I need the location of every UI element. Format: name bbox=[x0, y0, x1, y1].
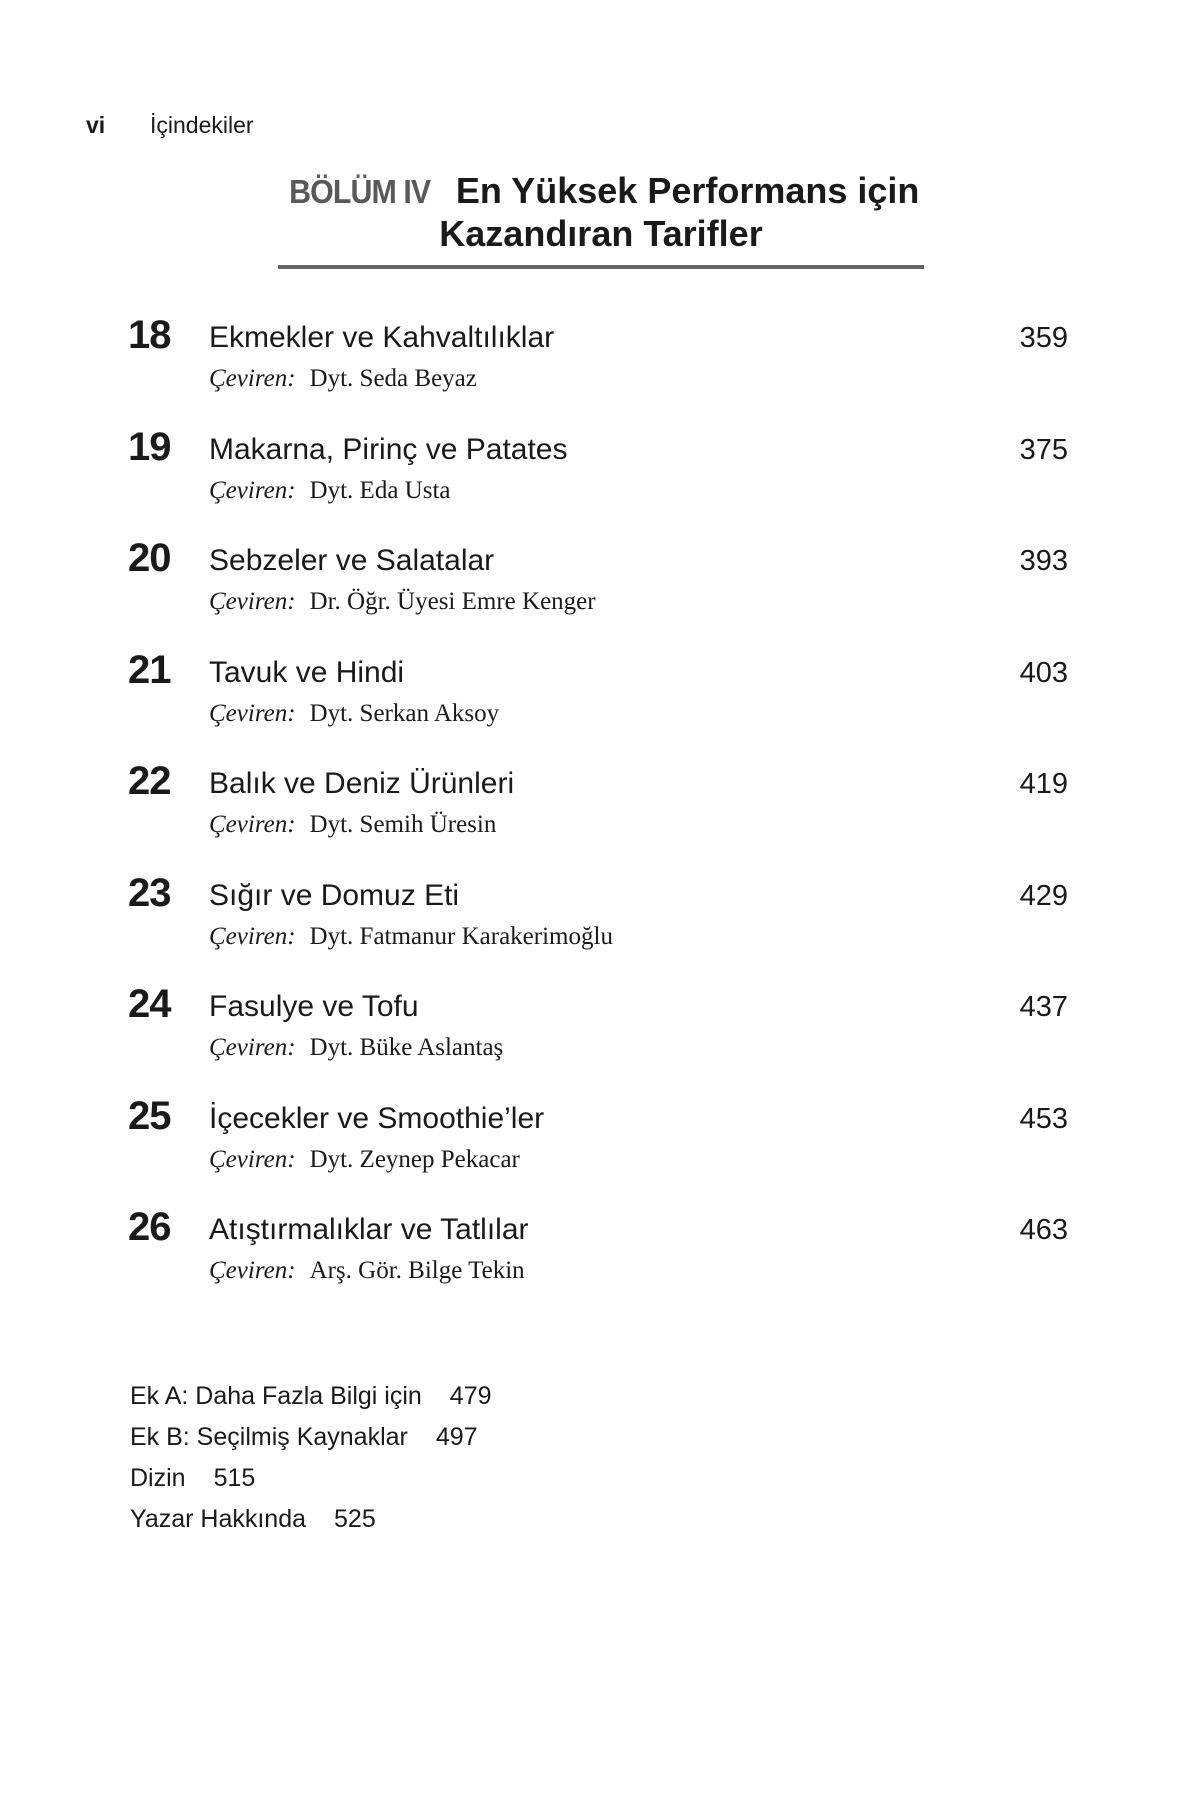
page-number: vi bbox=[86, 112, 106, 138]
appendix-item[interactable] bbox=[130, 1417, 492, 1458]
appendix-page: 479 bbox=[449, 1382, 492, 1410]
toc-entry[interactable] bbox=[128, 981, 1068, 1093]
toc-entry[interactable] bbox=[128, 870, 1068, 982]
toc-entry[interactable] bbox=[128, 535, 1068, 647]
chapter-title: Sığır ve Domuz Eti bbox=[209, 878, 460, 912]
chapter-title: Fasulye ve Tofu bbox=[209, 990, 419, 1023]
toc-entry[interactable] bbox=[128, 1093, 1068, 1205]
translator-label: Çeviren: bbox=[209, 699, 296, 727]
translator-name: Dyt. Fatmanur Karakerimoğlu bbox=[309, 922, 613, 950]
chapter-number: 21 bbox=[128, 647, 171, 692]
translator-label: Çeviren: bbox=[209, 922, 296, 950]
translator-line bbox=[209, 699, 499, 729]
chapter-page: 437 bbox=[1019, 991, 1068, 1023]
appendix-page: 515 bbox=[213, 1464, 256, 1492]
appendix-list bbox=[130, 1376, 492, 1540]
translator-line bbox=[209, 1145, 520, 1175]
chapter-number: 18 bbox=[128, 313, 171, 357]
toc-entry[interactable] bbox=[128, 1204, 1068, 1316]
table-of-contents bbox=[128, 312, 1068, 1316]
translator-line bbox=[209, 364, 477, 394]
translator-line bbox=[209, 1033, 503, 1063]
chapter-number: 23 bbox=[128, 870, 171, 915]
chapter-page: 375 bbox=[1019, 433, 1068, 466]
appendix-item[interactable] bbox=[130, 1376, 492, 1417]
chapter-title: Ekmekler ve Kahvaltılıklar bbox=[209, 321, 555, 354]
appendix-title: Ek A: Daha Fazla Bilgi için bbox=[130, 1382, 422, 1410]
chapter-page: 429 bbox=[1019, 879, 1068, 912]
appendix-title: Ek B: Seçilmiş Kaynaklar bbox=[130, 1423, 408, 1451]
chapter-page: 463 bbox=[1019, 1214, 1068, 1246]
chapter-title: Atıştırmalıklar ve Tatlılar bbox=[209, 1213, 529, 1246]
part-heading-line1 bbox=[278, 170, 924, 213]
translator-line bbox=[209, 476, 451, 506]
toc-entry[interactable] bbox=[128, 758, 1068, 870]
translator-label: Çeviren: bbox=[209, 1034, 296, 1061]
translator-line bbox=[209, 1256, 525, 1286]
appendix-item[interactable] bbox=[130, 1499, 492, 1540]
chapter-number: 20 bbox=[128, 536, 171, 580]
appendix-page: 497 bbox=[435, 1423, 478, 1451]
translator-name: Dr. Öğr. Üyesi Emre Kenger bbox=[309, 588, 596, 615]
translator-line bbox=[209, 922, 613, 952]
translator-line bbox=[209, 587, 596, 617]
chapter-number: 24 bbox=[128, 982, 171, 1026]
appendix-title: Yazar Hakkında bbox=[130, 1505, 307, 1533]
chapter-page: 403 bbox=[1019, 656, 1068, 689]
translator-name: Arş. Gör. Bilge Tekin bbox=[309, 1257, 525, 1284]
translator-name: Dyt. Semih Üresin bbox=[309, 811, 497, 838]
toc-entry[interactable] bbox=[128, 424, 1068, 536]
appendix-page: 525 bbox=[334, 1505, 376, 1533]
toc-entry[interactable] bbox=[128, 647, 1068, 759]
translator-label: Çeviren: bbox=[209, 365, 296, 392]
chapter-number: 26 bbox=[128, 1205, 171, 1249]
chapter-page: 453 bbox=[1019, 1102, 1068, 1135]
page-header bbox=[86, 112, 254, 139]
chapter-title: Makarna, Pirinç ve Patates bbox=[209, 432, 568, 466]
chapter-number: 25 bbox=[128, 1093, 171, 1138]
appendix-title: Dizin bbox=[130, 1464, 186, 1492]
toc-entry[interactable] bbox=[128, 312, 1068, 424]
translator-name: Dyt. Seda Beyaz bbox=[309, 365, 477, 392]
translator-label: Çeviren: bbox=[209, 588, 296, 615]
translator-name: Dyt. Büke Aslantaş bbox=[309, 1034, 504, 1061]
chapter-page: 393 bbox=[1019, 545, 1068, 577]
translator-line bbox=[209, 810, 496, 840]
running-title: İçindekiler bbox=[150, 112, 254, 138]
part-label: BÖLÜM IV bbox=[288, 173, 430, 210]
translator-name: Dyt. Serkan Aksoy bbox=[309, 699, 500, 727]
chapter-page: 359 bbox=[1019, 322, 1068, 354]
chapter-title: Sebzeler ve Salatalar bbox=[209, 544, 495, 577]
part-heading bbox=[278, 170, 924, 269]
translator-label: Çeviren: bbox=[209, 476, 296, 504]
translator-name: Dyt. Zeynep Pekacar bbox=[309, 1145, 520, 1173]
chapter-title: Balık ve Deniz Ürünleri bbox=[209, 767, 515, 800]
part-title-line1: En Yüksek Performans için bbox=[455, 170, 920, 211]
translator-label: Çeviren: bbox=[209, 811, 296, 838]
chapter-page: 419 bbox=[1019, 768, 1068, 800]
translator-label: Çeviren: bbox=[209, 1257, 296, 1284]
chapter-title: Tavuk ve Hindi bbox=[209, 655, 405, 689]
chapter-title: İçecekler ve Smoothie’ler bbox=[209, 1101, 545, 1135]
translator-label: Çeviren: bbox=[209, 1145, 296, 1173]
part-title-line2: Kazandıran Tarifler bbox=[439, 213, 763, 254]
chapter-number: 19 bbox=[128, 424, 171, 469]
chapter-number: 22 bbox=[128, 759, 171, 803]
appendix-item[interactable] bbox=[130, 1458, 492, 1499]
translator-name: Dyt. Eda Usta bbox=[309, 476, 451, 504]
